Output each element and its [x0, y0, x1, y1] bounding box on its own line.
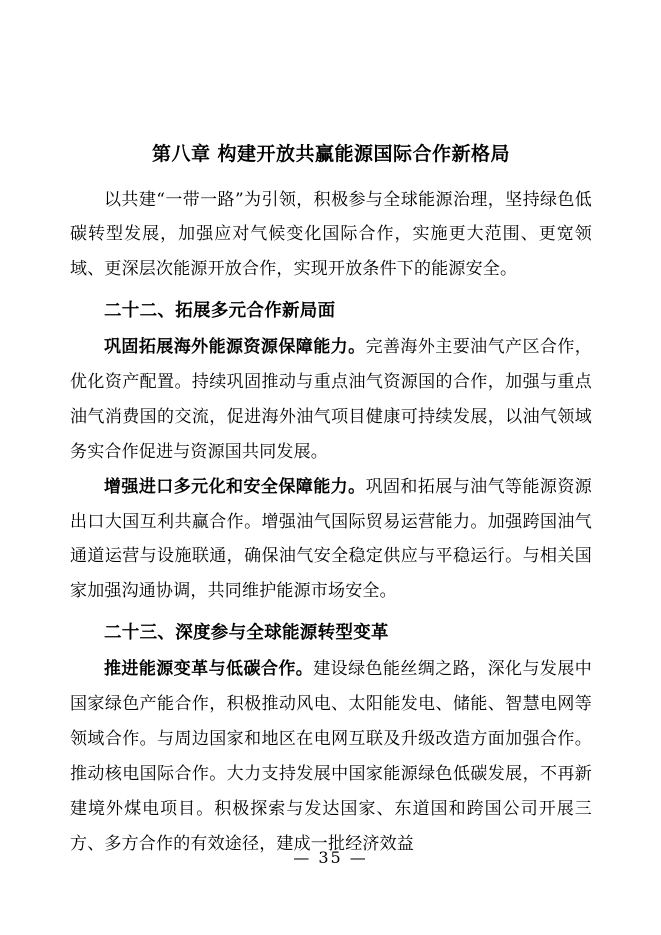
page-number: — 35 —	[293, 848, 368, 867]
paragraph-text: 巩固和拓展与油气等能源资源出口大国互利共赢合作。增强油气国际贸易运营能力。加强跨国油气通道运营与设施联通，确保油气安全稳定供应与平稳运行。与相关国家加强沟通协调，共同维护能源市场安全。	[70, 476, 593, 602]
paragraph-lead: 增强进口多元化和安全保障能力。	[104, 476, 366, 497]
chapter-title: 第八章 构建开放共赢能源国际合作新格局	[151, 143, 511, 165]
paragraph-lead: 推进能源变革与低碳合作。	[104, 659, 314, 680]
paragraph-text: 建设绿色能丝绸之路，深化与发展中国家绿色产能合作，积极推动风电、太阳能发电、储能、智慧电网等领域合作。与周边国家和地区在电网互联及升级改造方面加强合作。推动核电国际合作。大力支持发展中国家能源绿色低碳发展，不再新建境外煤电项目。积极探索与发达国家、东道国和跨国公司开展三方、多方合作的有效途径，建成一批经济效益	[70, 659, 592, 854]
section-heading-22: 二十二、拓展多元合作新局面	[104, 301, 336, 322]
paragraph-text: 完善海外主要油气产区合作，优化资产配置。持续巩固推动与重点油气资源国的合作，加强与重点油气消费国的交流，促进海外油气项目健康可持续发展，以油气领域务实合作促进与资源国共同发展。	[70, 337, 593, 462]
paragraph-lead: 巩固拓展海外能源资源保障能力。	[104, 337, 366, 358]
section-22-paragraph-1	[70, 330, 592, 469]
section-22-paragraph-2	[70, 470, 592, 609]
section-23-paragraph-1	[70, 652, 592, 861]
section-heading-23: 二十三、深度参与全球能源转型变革	[104, 623, 389, 644]
page-content	[70, 140, 592, 861]
intro-paragraph: 以共建“一带一路”为引领，积极参与全球能源治理，坚持绿色低碳转型发展，加强应对气候变化国际合作，实施更大范围、更宽领域、更深层次能源开放合作，实现开放条件下的能源安全。	[70, 189, 592, 280]
